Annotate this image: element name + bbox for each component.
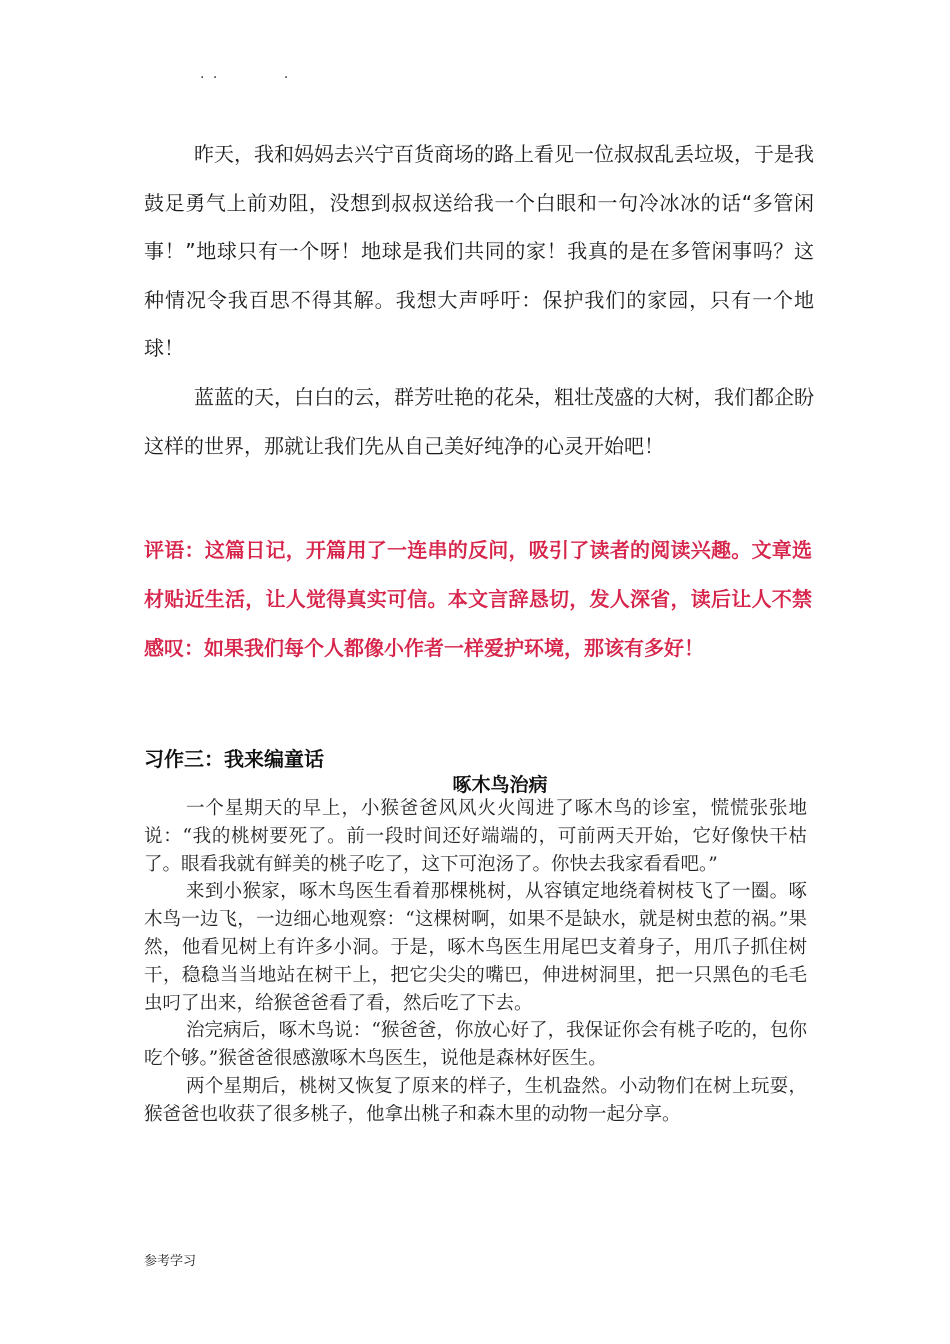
story-paragraph: 治完病后，啄木鸟说：“猴爸爸，你放心好了，我保证你会有桃子吃的，包你吃个够。”猴爸爸很感激啄木鸟医生，说他是森林好医生。 xyxy=(144,1020,807,1070)
diary-text xyxy=(144,130,814,470)
diary-paragraph: 蓝蓝的天，白白的云，群芳吐艳的花朵，粗壮茂盛的大树，我们都企盼这样的世界，那就让我们先从自己美好纯净的心灵开始吧！ xyxy=(144,384,814,458)
header-marks: . . . xyxy=(200,66,291,82)
teacher-comment: 评语：这篇日记，开篇用了一连串的反问，吸引了读者的阅读兴趣。文章选材贴近生活，让人觉得真实可信。本文言辞恳切，发人深省，读后让人不禁感叹：如果我们每个人都像小作者一样爱护环境，那该有多好！ xyxy=(144,538,812,660)
page-footer: 参考学习 xyxy=(144,1254,197,1269)
section-title: 习作三：我来编童话 xyxy=(144,747,324,771)
story-paragraph: 两个星期后，桃树又恢复了原来的样子，生机盎然。小动物们在树上玩耍，猴爸爸也收获了很多桃子，他拿出桃子和森木里的动物一起分享。 xyxy=(144,1075,807,1125)
story-paragraph: 来到小猴家，啄木鸟医生看着那棵桃树，从容镇定地绕着树枝飞了一圈。啄木鸟一边飞，一边细心地观察：“这棵树啊，如果不是缺水，就是树虫惹的祸。”果然，他看见树上有许多小洞。于是，啄木鸟医生用尾巴支着身子，用爪子抓住树干，稳稳当当地站在树干上，把它尖尖的嘴巴，伸进树洞里，把一只黑色的毛毛虫叼了出来，给猴爸爸看了看，然后吃了下去。 xyxy=(144,881,807,1014)
story-text xyxy=(144,795,807,1129)
diary-paragraph: 昨天，我和妈妈去兴宁百货商场的路上看见一位叔叔乱丢垃圾，于是我鼓足勇气上前劝阻，没想到叔叔送给我一个白眼和一句冷冰冰的话“多管闲事！”地球只有一个呀！地球是我们共同的家！我真的是在多管闲事吗？这种情况令我百思不得其解。我想大声呼吁：保护我们的家园，只有一个地球！ xyxy=(144,142,814,361)
story-title: 啄木鸟治病 xyxy=(452,774,548,796)
story-paragraph: 一个星期天的早上，小猴爸爸风风火火闯进了啄木鸟的诊室，慌慌张张地说：“我的桃树要死了。前一段时间还好端端的，可前两天开始，它好像快干枯了。眼看我就有鲜美的桃子吃了，这下可泡汤了。你快去我家看看吧。” xyxy=(144,798,807,875)
